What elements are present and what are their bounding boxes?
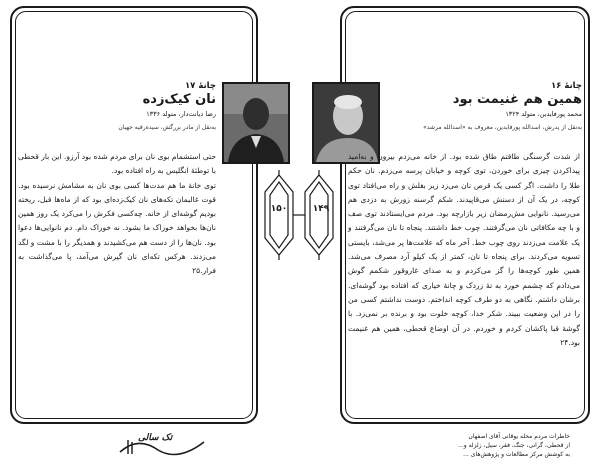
page-number-right: ۱۴۹	[312, 204, 330, 214]
footer-line-2: از قحطی، گرانی، جنگ، فقر، سیل، زلزله و...	[458, 442, 570, 449]
left-narrator-info: رضا دیانت‌دار، متولد ۱۳۳۶	[146, 110, 216, 118]
portrait-icon	[224, 84, 288, 162]
right-narrator-info: محمد پورفایدین، متولد ۱۳۲۴	[505, 110, 582, 118]
footer-line-1: خاطرات مردم محله یوقانی آقای اصفهان	[468, 433, 570, 440]
ornament-icon	[258, 170, 340, 260]
left-paragraph-2: توی خانۀ ما هم مدت‌ها کسی بوی نان به مشامش نرسیده بود. قوت غالبمان تکه‌های نان کیک‌زده‌ای بود که از ماه‌ها قبل، ریخته بودیم گوشه‌ای از خانه. چه‌کسی فکرش را می‌کرد یک روز همین نان‌ها بخواهد خوراک ما بشود. نه خوراک دام. دم نانوایی‌ها دعوا بود. نان‌ها را از دست هم می‌کشیدند و همدیگر را با مشت و لگد می‌زدند. هرکس تکه‌ای نان گیرش می‌آمد، پا می‌گذاشت به فرار.۲۵	[18, 180, 216, 276]
right-source-info: به‌نقل از پدرش، اسدالله پورفایدین، معروف به «اسدالله مرشد»	[423, 124, 582, 131]
right-body-text	[348, 150, 580, 350]
right-story-title: همین هم غنیمت بود	[452, 92, 582, 107]
spine-ornament	[258, 170, 340, 260]
left-paragraph-1: حتی استشمام بوی نان برای مردم شده بود آرزو. این بار قحطی با توطئۀ انگلیس به راه افتاده بود.	[18, 152, 216, 176]
footer-line-3: به کوشش مرکز مطالعات و پژوهش‌های ...	[463, 451, 570, 458]
left-page-header	[20, 80, 216, 132]
book-footer	[410, 432, 570, 459]
left-chapter-number: چانۀ ۱۷	[184, 81, 216, 91]
right-chapter-number: چانۀ ۱۶	[550, 81, 582, 91]
left-story-title: نان کیک‌زده	[142, 92, 216, 107]
page-number-left: ۱۵۰	[270, 204, 288, 214]
logo-text: تک سالی	[138, 433, 173, 443]
right-paragraph-1: از شدت گرسنگی طاقتم طاق شده بود. از خانه می‌زدم بیرون و به‌امید پیداکردن چیزی برای خوردن، توی کوچه و خیابان پرسه می‌زدم. نان حکم طلا را داشت. اگر کسی یک قرص نان می‌زد زیر بغلش و راه می‌افتاد توی کوچه، در یک آن از دستش می‌قاپیدند. شکم گرسنه زورش به دزدی هم می‌رسید. نانوایی مش‌رمضان زیر بازارچه بود. مردم می‌ایستادند توی صف و با چه مکافاتی نان می‌گرفتند. چوب خط داشتند. پنجاه تا نان می‌گرفتند و یک علامت می‌زدند روی چوب خط. آخر ماه که علامت‌ها پر می‌شد، بایستی تسویه می‌کردند. برای پنجاه تا نان، کمتر از یک کیلو آرد مصرف می‌شد. همین طور کوچه‌ها را گز می‌کردم و به صدای غاروقور شکمم گوش می‌دادم که چشمم خورد به تۀ زردک و چانۀ خیاری که افتاده بود گوشه‌ای. برشان داشتم. نگاهی به دو طرف کوچه انداختم. دوست نداشتم کسی من را در این وضعیت ببیند. شکر خدا، کوچه خلوت بود و برنده بر نمی‌زد. با گوشۀ قبا پاکشان کردم و خوردم. در آن اوضاع قحطی، همین هم غنیمت بود.۲۴	[348, 152, 580, 347]
left-body-text	[18, 150, 216, 279]
right-page-header	[384, 80, 582, 132]
left-source-info: به‌نقل از مادر بزرگش، سیده‌رقیه جهیان	[118, 124, 216, 131]
narrator-photo-left	[222, 82, 290, 164]
